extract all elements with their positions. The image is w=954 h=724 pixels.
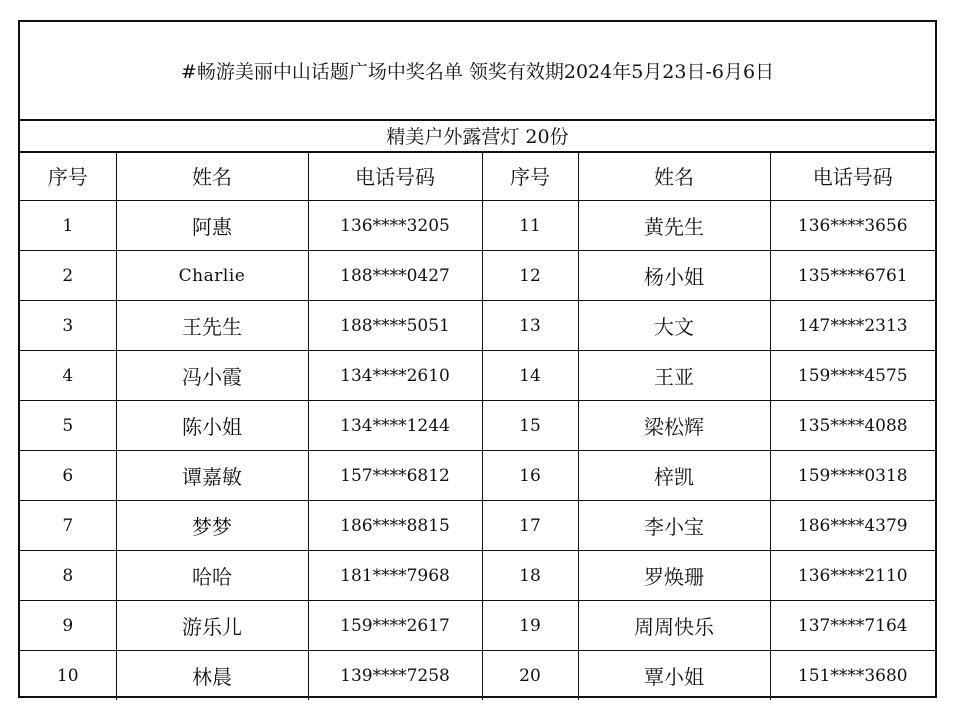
winner-name: 梦梦: [116, 501, 308, 551]
winner-name: 谭嘉敏: [116, 451, 308, 501]
winner-phone: 147****2313: [770, 301, 935, 351]
winner-phone: 159****4575: [770, 351, 935, 401]
winner-no: 18: [482, 551, 578, 601]
table-row: [20, 501, 935, 551]
winners-table: [20, 151, 935, 700]
winner-phone: 135****4088: [770, 401, 935, 451]
table-row: [20, 301, 935, 351]
winner-phone: 134****2610: [308, 351, 482, 401]
winner-name: 黄先生: [578, 201, 770, 251]
table-row: [20, 351, 935, 401]
winner-name: 杨小姐: [578, 251, 770, 301]
winner-no: 15: [482, 401, 578, 451]
winner-no: 6: [20, 451, 116, 501]
winner-no: 20: [482, 651, 578, 701]
winner-phone: 137****7164: [770, 601, 935, 651]
winner-name: Charlie: [116, 251, 308, 301]
winner-no: 12: [482, 251, 578, 301]
table-row: [20, 651, 935, 701]
winner-name: 阿惠: [116, 201, 308, 251]
table-row: [20, 401, 935, 451]
table-row: [20, 551, 935, 601]
winner-name: 梓凯: [578, 451, 770, 501]
header-seq: 序号: [20, 151, 116, 201]
winner-phone: 134****1244: [308, 401, 482, 451]
table-row: [20, 451, 935, 501]
winner-no: 4: [20, 351, 116, 401]
winner-no: 9: [20, 601, 116, 651]
winner-no: 19: [482, 601, 578, 651]
winner-name: 哈哈: [116, 551, 308, 601]
winner-name: 李小宝: [578, 501, 770, 551]
header-phone: 电话号码: [770, 151, 935, 201]
header-name: 姓名: [578, 151, 770, 201]
winner-name: 覃小姐: [578, 651, 770, 701]
winner-phone: 188****0427: [308, 251, 482, 301]
winner-name: 罗焕珊: [578, 551, 770, 601]
winner-no: 7: [20, 501, 116, 551]
winner-name: 陈小姐: [116, 401, 308, 451]
winner-no: 16: [482, 451, 578, 501]
winner-name: 王亚: [578, 351, 770, 401]
winner-no: 3: [20, 301, 116, 351]
table-row: [20, 251, 935, 301]
document-title: #畅游美丽中山话题广场中奖名单 领奖有效期2024年5月23日-6月6日: [20, 22, 935, 121]
winner-no: 14: [482, 351, 578, 401]
winner-phone: 136****3205: [308, 201, 482, 251]
winner-phone: 135****6761: [770, 251, 935, 301]
table-row: [20, 601, 935, 651]
winner-name: 周周快乐: [578, 601, 770, 651]
winner-phone: 186****8815: [308, 501, 482, 551]
winner-name: 游乐儿: [116, 601, 308, 651]
winner-no: 17: [482, 501, 578, 551]
winner-phone: 139****7258: [308, 651, 482, 701]
table-header-row: [20, 151, 935, 201]
winner-phone: 188****5051: [308, 301, 482, 351]
winner-list-table-frame: [18, 20, 937, 698]
winner-no: 1: [20, 201, 116, 251]
winner-phone: 159****2617: [308, 601, 482, 651]
winner-phone: 157****6812: [308, 451, 482, 501]
winner-phone: 181****7968: [308, 551, 482, 601]
header-seq: 序号: [482, 151, 578, 201]
winner-no: 5: [20, 401, 116, 451]
winner-no: 13: [482, 301, 578, 351]
table-row: [20, 201, 935, 251]
winner-name: 王先生: [116, 301, 308, 351]
winner-no: 8: [20, 551, 116, 601]
winner-name: 冯小霞: [116, 351, 308, 401]
winner-name: 大文: [578, 301, 770, 351]
winner-phone: 159****0318: [770, 451, 935, 501]
winner-phone: 151****3680: [770, 651, 935, 701]
header-name: 姓名: [116, 151, 308, 201]
winner-name: 梁松辉: [578, 401, 770, 451]
header-phone: 电话号码: [308, 151, 482, 201]
winner-phone: 186****4379: [770, 501, 935, 551]
winner-name: 林晨: [116, 651, 308, 701]
winner-no: 11: [482, 201, 578, 251]
winner-no: 10: [20, 651, 116, 701]
winner-phone: 136****3656: [770, 201, 935, 251]
winner-no: 2: [20, 251, 116, 301]
winner-phone: 136****2110: [770, 551, 935, 601]
prize-description: 精美户外露营灯 20份: [20, 119, 935, 153]
